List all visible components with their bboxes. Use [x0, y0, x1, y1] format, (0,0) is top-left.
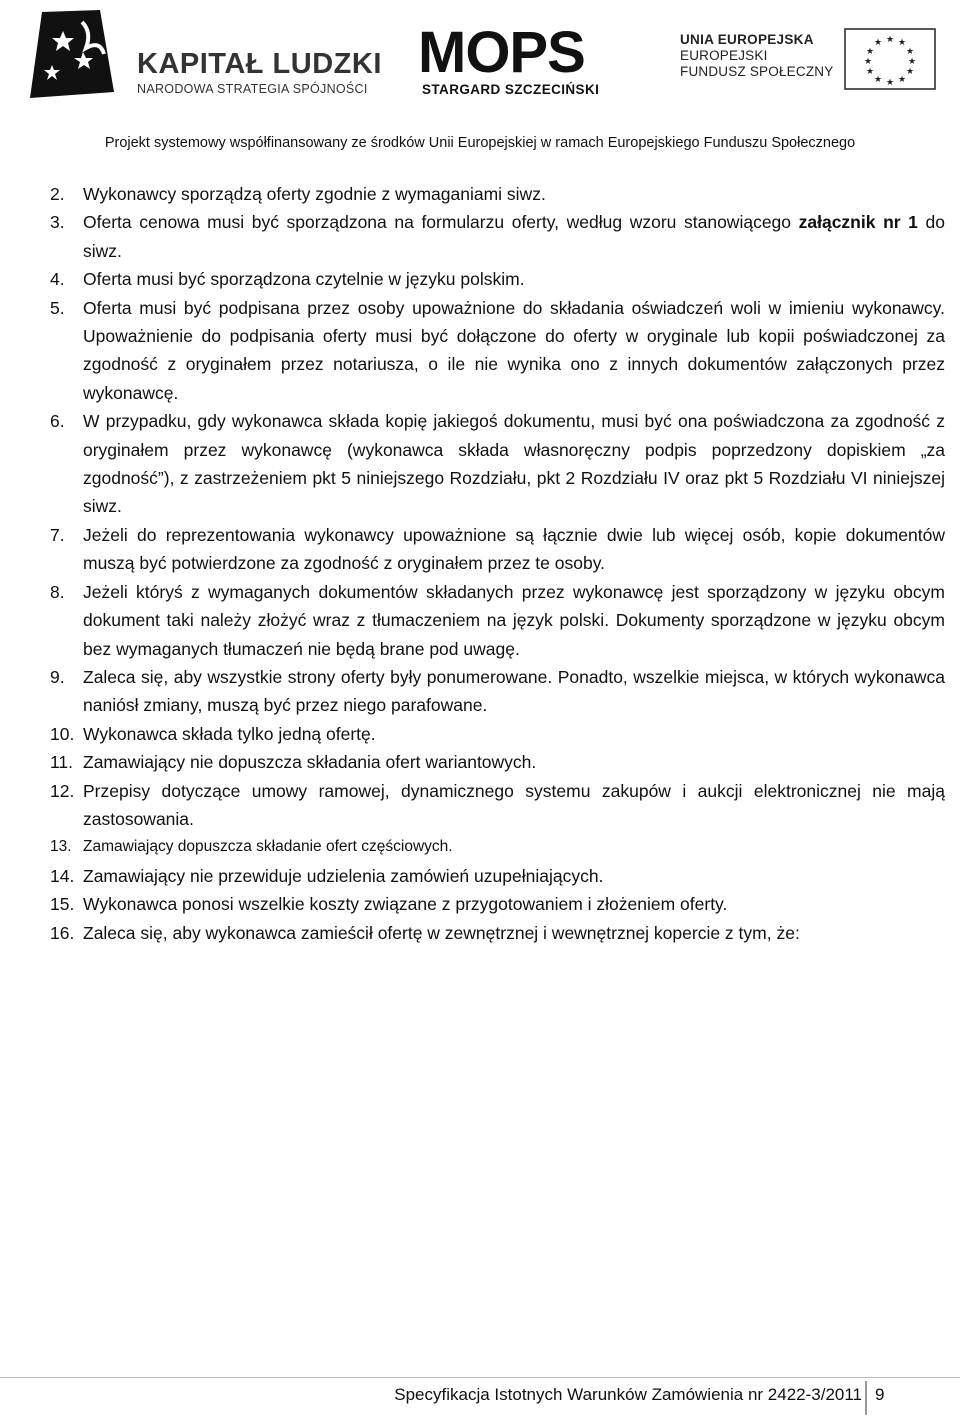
item-number: 13. — [50, 838, 72, 856]
item-number: 16. — [50, 922, 75, 943]
svg-text:★: ★ — [873, 38, 883, 48]
eu-line-1: UNIA EUROPEJSKA — [680, 32, 814, 47]
item-number: 8. — [50, 581, 65, 602]
eu-logo — [680, 32, 950, 102]
eu-line-3: FUNDUSZ SPOŁECZNY — [680, 64, 834, 79]
item-number: 15. — [50, 894, 75, 915]
list-item — [50, 890, 945, 918]
svg-text:★: ★ — [907, 57, 917, 67]
svg-text:★: ★ — [885, 35, 895, 45]
page-header — [0, 0, 960, 165]
item-text: Zamawiający nie przewiduje udzielenia zamówień uzupełniających. — [83, 865, 604, 886]
item-number: 4. — [50, 269, 65, 290]
mops-title: MOPS — [418, 20, 585, 85]
item-text-part: Oferta cenowa musi być sporządzona na formularzu oferty, według wzoru stanowiącego — [83, 212, 799, 233]
item-number: 9. — [50, 666, 65, 687]
list-item — [50, 521, 945, 578]
item-text: Oferta musi być podpisana przez osoby upoważnione do składania oświadczeń woli w imieniu wykonawcy. Upoważnienie do podpisania oferty musi być dołączone do oferty w oryginale lub kopii poświadczonej za zgodność z oryginałem przez notariusza, o ile nie wynika ono z innych dokumentów załączonych przez wykonawcę. — [83, 297, 945, 403]
svg-text:★: ★ — [885, 78, 895, 88]
kapital-ludzki-emblem-icon — [22, 8, 122, 100]
item-number: 6. — [50, 411, 65, 432]
eu-line-2: EUROPEJSKI — [680, 48, 768, 63]
svg-text:★: ★ — [863, 57, 873, 67]
item-text-part: do siwz. — [83, 212, 945, 261]
list-item — [50, 208, 945, 265]
list-item — [50, 663, 945, 720]
project-line: Projekt systemowy współfinansowany ze środków Unii Europejskiej w ramach Europejskiego Funduszu Społecznego — [104, 135, 856, 151]
footer-title: Specyfikacja Istotnych Warunków Zamówienia nr 2422-3/2011 — [394, 1385, 862, 1404]
item-number: 5. — [50, 297, 65, 318]
item-text: Wykonawca składa tylko jedną ofertę. — [83, 723, 376, 744]
svg-text:★: ★ — [905, 67, 915, 77]
list-item — [50, 265, 945, 293]
svg-text:★: ★ — [873, 75, 883, 85]
list-item — [50, 180, 945, 208]
item-text: Wykonawcy sporządzą oferty zgodnie z wymaganiami siwz. — [83, 184, 546, 204]
eu-flag-icon — [844, 28, 936, 90]
item-text: Oferta musi być sporządzona czytelnie w języku polskim. — [83, 269, 525, 290]
list-item — [50, 720, 945, 748]
svg-text:★: ★ — [897, 75, 907, 85]
item-text: Zaleca się, aby wykonawca zamieścił ofertę w zewnętrznej i wewnętrznej kopercie z tym, że: — [83, 922, 800, 943]
item-number: 7. — [50, 524, 65, 545]
kapital-ludzki-subtitle: NARODOWA STRATEGIA SPÓJNOŚCI — [137, 82, 368, 96]
footer-divider — [0, 1377, 960, 1378]
item-text: Zamawiający nie dopuszcza składania ofert wariantowych. — [83, 752, 537, 773]
kapital-ludzki-logo — [22, 8, 382, 98]
mops-logo — [418, 22, 608, 100]
item-text: W przypadku, gdy wykonawca składa kopię jakiegoś dokumentu, musi być ona poświadczona za zgodność z oryginałem przez wykonawcę (wykonawca składa własnoręczny podpis poprzedzony dopiskiem „za zgodność”), z zastrzeżeniem pkt 5 niniejszego Rozdziału, pkt 2 Rozdziału IV oraz pkt 5 Rozdziału VI niniejszej siwz. — [83, 411, 945, 517]
item-number: 14. — [50, 865, 75, 886]
page-number: 9 — [875, 1385, 885, 1404]
item-text: Jeżeli któryś z wymaganych dokumentów składanych przez wykonawcę jest sporządzony w języku obcym dokument taki należy złożyć wraz z tłumaczeniem na język polski. Dokumenty sporządzone w języku obcym bez wymaganych tłumaczeń nie będą brane pod uwagę. — [83, 581, 945, 659]
item-number: 2. — [50, 184, 65, 204]
item-text: Jeżeli do reprezentowania wykonawcy upoważnione są łącznie dwie lub więcej osób, kopie dokumentów muszą być potwierdzone za zgodność z oryginałem przez te osoby. — [83, 524, 945, 574]
list-item — [50, 294, 945, 408]
list-item — [50, 862, 945, 890]
list-item — [50, 748, 945, 776]
list-item — [50, 407, 945, 521]
item-text: Wykonawca ponosi wszelkie koszty związane z przygotowaniem i złożeniem oferty. — [83, 894, 728, 915]
item-text: Zaleca się, aby wszystkie strony oferty były ponumerowane. Ponadto, wszelkie miejsca, w których wykonawca naniósł zmiany, muszą być przez niego parafowane. — [83, 666, 945, 716]
item-text: Przepisy dotyczące umowy ramowej, dynamicznego systemu zakupów i aukcji elektronicznej nie mają zastosowania. — [83, 780, 945, 829]
svg-text:★: ★ — [897, 38, 907, 48]
footer-separator — [865, 1381, 867, 1415]
svg-text:★: ★ — [865, 67, 875, 77]
document-body — [50, 180, 945, 947]
svg-text:★: ★ — [865, 47, 875, 57]
item-number: 3. — [50, 212, 65, 233]
attachment-reference: załącznik nr 1 — [798, 212, 918, 233]
item-text: Zamawiający dopuszcza składanie ofert częściowych. — [83, 838, 453, 856]
mops-subtitle: STARGARD SZCZECIŃSKI — [422, 82, 600, 97]
item-number: 11. — [50, 752, 74, 773]
item-number: 12. — [50, 780, 75, 801]
item-number: 10. — [50, 723, 75, 744]
list-item — [50, 919, 945, 947]
list-item — [50, 578, 945, 663]
list-item — [50, 833, 945, 861]
item-text — [83, 208, 945, 265]
kapital-ludzki-title: KAPITAŁ LUDZKI — [137, 48, 382, 80]
page-footer — [0, 1378, 960, 1417]
list-item — [50, 777, 945, 834]
svg-text:★: ★ — [905, 47, 915, 57]
